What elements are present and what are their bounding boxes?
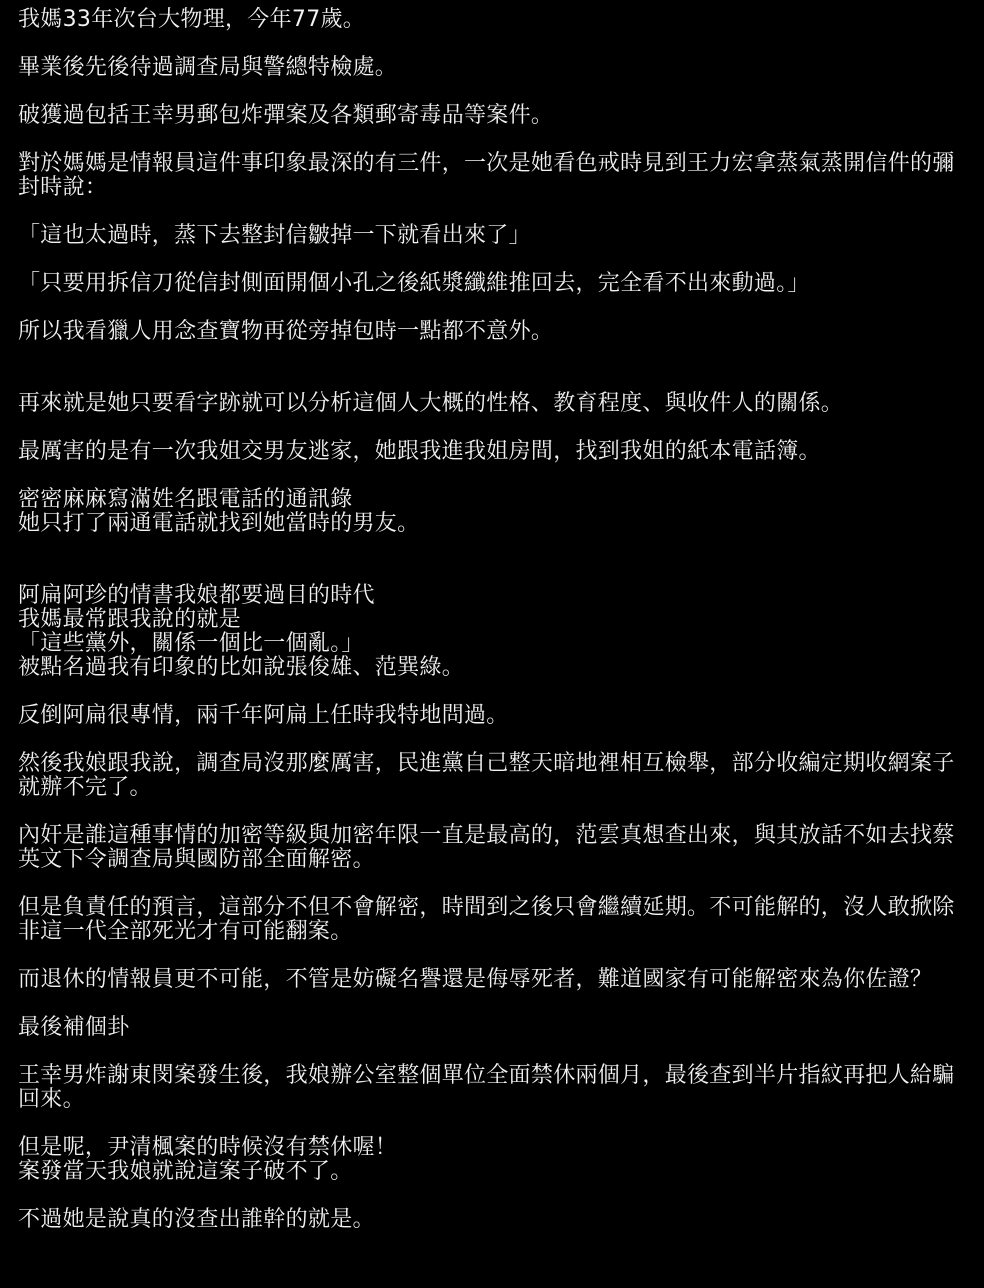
paragraph: 我媽33年次台大物理，今年77歲。 bbox=[18, 7, 366, 32]
paragraph: 再來就是她只要看字跡就可以分析這個人大概的性格、教育程度、與收件人的關係。 bbox=[18, 391, 844, 416]
paragraph: 反倒阿扁很專情，兩千年阿扁上任時我特地問過。 bbox=[18, 703, 509, 728]
paragraph: 不過她是說真的沒查出誰幹的就是。 bbox=[18, 1207, 375, 1232]
paragraph: 而退休的情報員更不可能，不管是妨礙名譽還是侮辱死者，難道國家有可能解密來為你佐證？ bbox=[18, 967, 933, 992]
paragraph: 密密麻麻寫滿姓名跟電話的通訊錄 她只打了兩通電話就找到她當時的男友。 bbox=[18, 487, 420, 536]
paragraph: 破獲過包括王幸男郵包炸彈案及各類郵寄毒品等案件。 bbox=[18, 103, 554, 128]
paragraph: 王幸男炸謝東閔案發生後，我娘辦公室整個單位全面禁休兩個月，最後查到半片指紋再把人給騙回來。 bbox=[18, 1063, 955, 1112]
quote-paragraph: 「這也太過時，蒸下去整封信皺掉一下就看出來了」 bbox=[18, 223, 531, 248]
paragraph: 阿扁阿珍的情書我娘都要過目的時代 我媽最常跟我說的就是 「這些黨外，關係一個比一個亂。」 被點名過我有印象的比如說張俊雄、范巽綠。 bbox=[18, 583, 465, 680]
paragraph: 對於媽媽是情報員這件事印象最深的有三件，一次是她看色戒時見到王力宏拿蒸氣蒸開信件的彌封時說： bbox=[18, 151, 955, 200]
paragraph: 所以我看獵人用念查寶物再從旁掉包時一點都不意外。 bbox=[18, 319, 554, 344]
paragraph: 最後補個卦 bbox=[18, 1015, 130, 1040]
paragraph: 畢業後先後待過調查局與警總特檢處。 bbox=[18, 55, 398, 80]
paragraph: 但是呢，尹清楓案的時候沒有禁休喔！ 案發當天我娘就說這案子破不了。 bbox=[18, 1135, 398, 1184]
paragraph: 但是負責任的預言，這部分不但不會解密，時間到之後只會繼續延期。不可能解的，沒人敢掀除非這一代全部死光才有可能翻案。 bbox=[18, 895, 955, 944]
quote-paragraph: 「只要用拆信刀從信封側面開個小孔之後紙漿纖維推回去，完全看不出來動過。」 bbox=[18, 271, 810, 296]
paragraph: 最厲害的是有一次我姐交男友逃家，她跟我進我姐房間，找到我姐的紙本電話簿。 bbox=[18, 439, 821, 464]
paragraph: 內奸是誰這種事情的加密等級與加密年限一直是最高的，范雲真想查出來，與其放話不如去找蔡英文下令調查局與國防部全面解密。 bbox=[18, 823, 955, 872]
post-body bbox=[18, 8, 968, 1232]
paragraph: 然後我娘跟我說，調查局沒那麼厲害，民進黨自己整天暗地裡相互檢舉，部分收編定期收網案子就辦不完了。 bbox=[18, 751, 955, 800]
